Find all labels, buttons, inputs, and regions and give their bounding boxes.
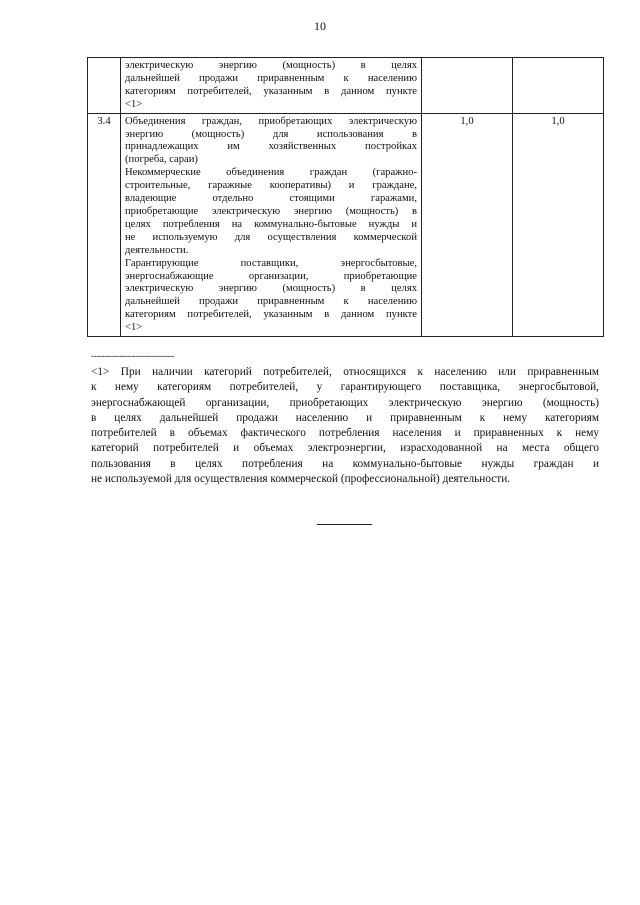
description-line: дальнейшей продажи приравненным к населению	[125, 296, 417, 308]
description-line: приобретающие электрическую энергию (мощность) в	[125, 205, 417, 217]
description-line: <1>	[125, 98, 143, 110]
row-number-cell	[88, 58, 121, 114]
description-line: строительные, гаражные кооперативы) и граждане,	[125, 180, 417, 192]
value-2-cell	[513, 58, 604, 114]
value-1-cell	[422, 58, 513, 114]
description-line: принадлежащих им хозяйственных постройках	[125, 141, 417, 153]
footnote-line: не используемой для осуществления коммерческой (профессиональной) деятельности.	[91, 473, 511, 486]
footnote-line: потребителей в объемах фактического потребления населения и приравненных к нему	[91, 427, 599, 440]
description-line: <1>	[125, 322, 143, 334]
row-number-cell: 3.4	[88, 113, 121, 336]
description-line: целях потребления на коммунально-бытовые нужды и	[125, 218, 417, 230]
value-1-cell: 1,0	[422, 113, 513, 336]
table-row	[88, 58, 604, 114]
row-description-cell	[121, 58, 422, 114]
footnote-line: <1> При наличии категорий потребителей, относящихся к населению или приравненным	[91, 366, 599, 378]
description-line: энергоснабжающие организации, приобретающие	[125, 270, 417, 282]
description-line: Некоммерческие объединения граждан (гаражно-	[125, 167, 417, 179]
tariff-table-body	[88, 58, 604, 337]
description-line: деятельности.	[125, 244, 189, 256]
footnote	[91, 365, 599, 487]
footnote-line: пользования в целях потребления на коммунально-бытовые нужды граждан и	[91, 457, 599, 470]
description-line: энергию (мощность) для использования в	[125, 128, 417, 140]
description-line: категориям потребителей, указанным в данном пункте	[125, 309, 417, 321]
footnote-line: энергоснабжающей организации, приобретающих электрическую энергию (мощность)	[91, 396, 599, 409]
closing-rule	[317, 524, 372, 525]
description-line: категориям потребителей, указанным в данном пункте	[125, 85, 417, 97]
description-line: дальнейшей продажи приравненным к населению	[125, 72, 417, 84]
description-line: (погреба, сараи)	[125, 154, 198, 166]
description-line: электрическую энергию (мощность) в целях	[125, 60, 417, 71]
description-line: электрическую энергию (мощность) в целях	[125, 283, 417, 295]
description-line: не используемую для осуществления коммерческой	[125, 231, 417, 243]
description-line: владеющие отдельно стоящими гаражами,	[125, 193, 417, 205]
description-line: Объединения граждан, приобретающих электрическую	[125, 115, 417, 127]
table-row	[88, 113, 604, 336]
footnote-separator: --------------------------------	[91, 351, 175, 361]
footnote-line: в целях дальнейшей продажи населению и приравненным к нему категориям	[91, 411, 599, 424]
footnote-line: категорий потребителей и объемах электроэнергии, израсходованной на места общего	[91, 442, 599, 455]
description-line: Гарантирующие поставщики, энергосбытовые,	[125, 257, 417, 269]
value-2-cell: 1,0	[513, 113, 604, 336]
row-description-cell	[121, 113, 422, 336]
footnote-line: к нему категориям потребителей, у гарантирующего поставщика, энергосбытовой,	[91, 381, 599, 394]
page-number: 10	[314, 19, 326, 33]
tariff-table	[87, 57, 604, 337]
